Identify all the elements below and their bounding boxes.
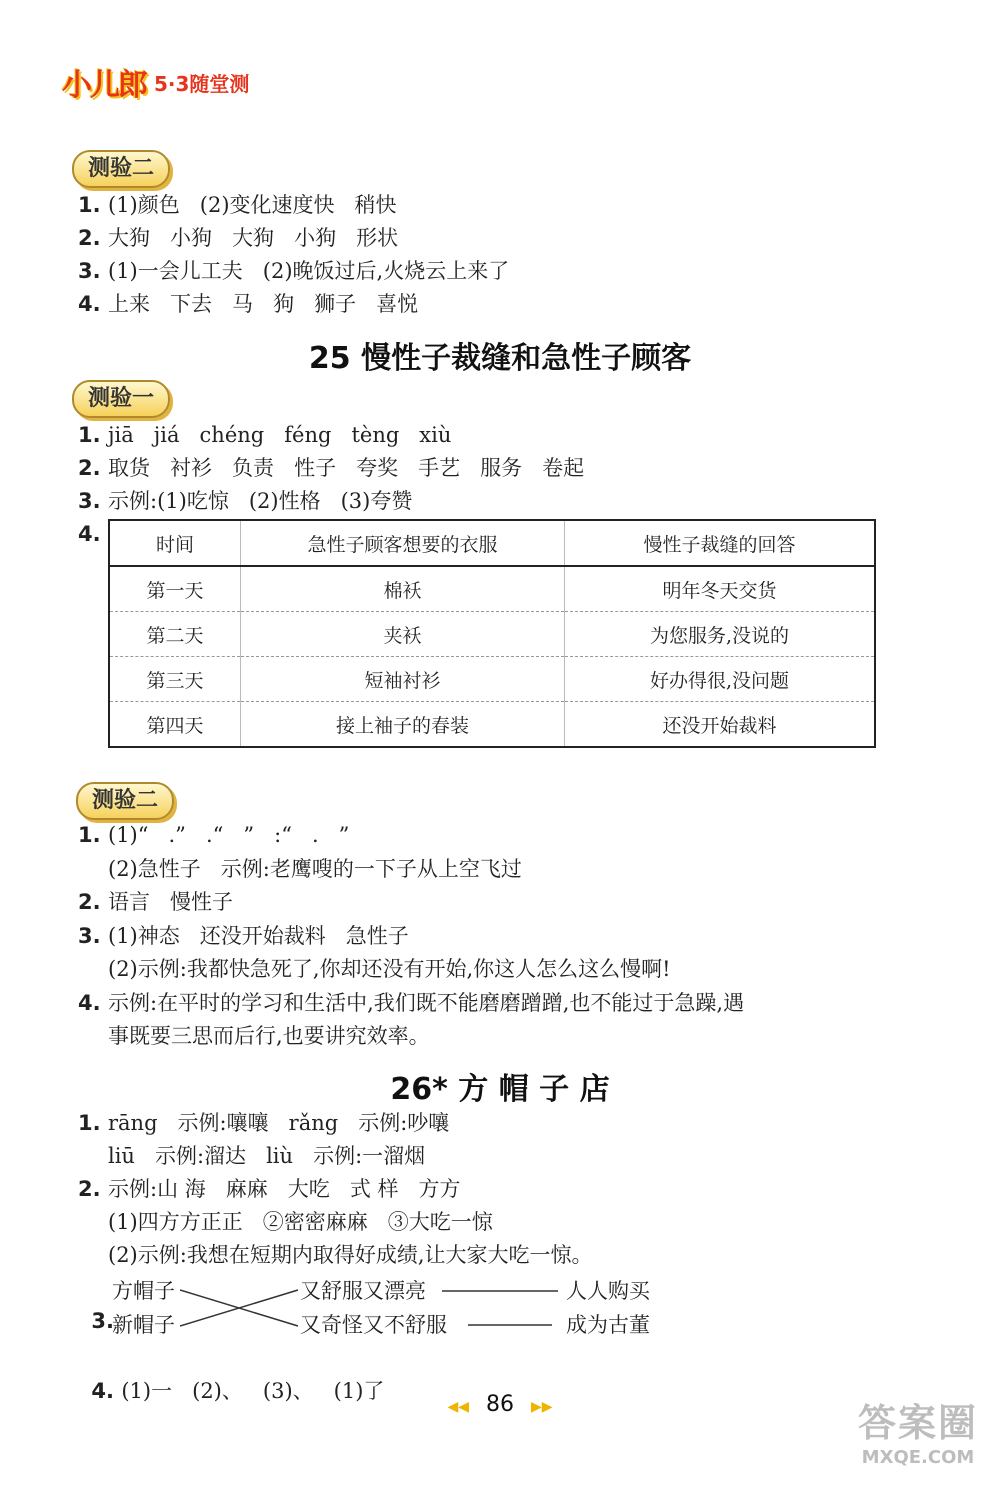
page-footer [0,1392,1000,1417]
answer-line [78,190,397,220]
badge-test2-b: 测验二 [76,782,174,820]
answer-text: (1)神态 还没开始裁料 急性子 [108,923,409,948]
answer-text: (1)“ .” .“ ” :“ . ” [108,823,350,847]
answer-line [78,1021,430,1051]
table-cell: 还没开始裁料 [565,702,876,748]
table-cell: 棉袄 [241,566,565,612]
answer-text: 示例:山 海 麻麻 大吃 式 样 方方 [108,1177,461,1201]
table-cell: 为您服务,没说的 [565,612,876,657]
answer-line [78,954,671,984]
table-header-row [109,520,875,566]
table-cell: 夹袄 [241,612,565,657]
answer-text: (1)颜色 (2)变化速度快 稍快 [108,193,397,217]
answer-line [78,256,509,286]
lesson-26-title: 26* 方 帽 子 店 [390,1072,610,1107]
answer-text: 示例:(1)吃惊 (2)性格 (3)夸赞 [108,489,413,513]
page-number: 86 [486,1392,514,1417]
answer-line [78,1174,461,1204]
table-header: 时间 [109,520,241,566]
answer-text: 大狗 小狗 大狗 小狗 形状 [108,226,399,250]
badge-test1: 测验一 [72,380,170,418]
answer-text: rāng 示例:嚷嚷 rǎng 示例:吵嚷 [108,1111,450,1135]
question-number: 2. [78,890,101,914]
answer-text: jiā jiá chéng féng tèng xiù [108,423,452,447]
answer-text: 上来 下去 马 狗 狮子 喜悦 [108,292,419,316]
table-cell: 第四天 [109,702,241,748]
question-number: 1. [78,423,101,447]
table-header: 慢性子裁缝的回答 [565,520,876,566]
match-lines [180,1278,560,1338]
watermark-url: MXQE.COM [861,1447,975,1468]
question-number: 4. [78,292,101,316]
prev-arrows-icon: ◀◀ [447,1399,469,1415]
question-number: 1. [78,823,101,847]
question-number: 2. [78,456,101,480]
match-middle-2: 又奇怪又不舒服 [300,1313,447,1337]
question-number: 4. [78,990,101,1015]
question-number: 2. [78,1177,101,1201]
answer-text: (1)一会儿工夫 (2)晚饭过后,火烧云上来了 [108,259,510,283]
table-row [109,702,875,748]
match-left-1: 方帽子 [112,1279,175,1303]
watermark-logo: 答案圈 [857,1401,978,1445]
answer-line [78,854,522,884]
match-middle-1: 又舒服又漂亮 [300,1279,426,1303]
answer-text: 取货 衬衫 负责 性子 夸奖 手艺 服务 卷起 [108,456,585,480]
answer-line [78,1207,493,1237]
brand-logo [62,60,249,104]
lesson-25-title: 25 慢性子裁缝和急性子顾客 [308,341,692,376]
answer-line [78,223,398,253]
answer-text: (1)四方方正正 ②密密麻麻 ③大吃一惊 [108,1210,493,1234]
answer-text: liū 示例:溜达 liù 示例:一溜烟 [108,1144,426,1168]
question-number: 3. [78,489,101,513]
answer-text: (2)示例:我想在短期内取得好成绩,让大家大吃一惊。 [108,1243,593,1267]
badge-test2-a: 测验二 [72,150,170,188]
table-cell: 第三天 [109,657,241,702]
answer-line [78,988,744,1018]
answer-text: 示例:在平时的学习和生活中,我们既不能磨磨蹭蹭,也不能过于急躁,遇 [108,990,745,1015]
table-cell: 第二天 [109,612,241,657]
answer-text: (2)急性子 示例:老鹰嗖的一下子从上空飞过 [108,856,522,881]
answer-line [78,1108,449,1138]
question-number: 4. [78,522,101,546]
match-right-1: 人人购买 [566,1279,650,1303]
table-row [109,657,875,702]
question-number: 2. [78,226,101,250]
answer-line [78,887,233,917]
question-number: 3. [78,259,101,283]
match-right-2: 成为古董 [566,1313,650,1337]
table-cell: 明年冬天交货 [565,566,876,612]
question-number: 3. [78,923,101,948]
match-left-2: 新帽子 [112,1313,175,1337]
answer-text: 事既要三思而后行,也要讲究效率。 [108,1024,430,1048]
answer-line [78,486,412,516]
answer-line [78,420,451,450]
answer-line: 4. (1)一 (2)、 (3)、 (1)了 [91,1379,385,1403]
answer-line [78,453,584,483]
series-text: 5·3随堂测 [154,71,250,96]
answer-line [78,1141,425,1171]
match-number: 3. [91,1309,114,1333]
answer-line [78,921,409,951]
logo-text: 小儿郎 [62,68,146,103]
question-number: 1. [78,193,101,217]
table-header: 急性子顾客想要的衣服 [241,520,565,566]
table-cell: 接上袖子的春装 [241,702,565,748]
question-number: 1. [78,1111,101,1135]
table-cell: 好办得很,没问题 [565,657,876,702]
answer-line [78,1240,593,1270]
answer-text: (2)示例:我都快急死了,你却还没有开始,你这人怎么这么慢啊! [108,957,671,981]
table-row [109,612,875,657]
answer-table [108,519,876,748]
table-cell: 第一天 [109,566,241,612]
table-row [109,566,875,612]
answer-line [78,519,108,549]
answer-line [78,820,349,850]
table-cell: 短袖衬衫 [241,657,565,702]
next-arrows-icon: ▶▶ [531,1399,553,1415]
answer-text: 语言 慢性子 [108,890,234,914]
answer-line [78,289,418,319]
watermark [858,1392,978,1468]
